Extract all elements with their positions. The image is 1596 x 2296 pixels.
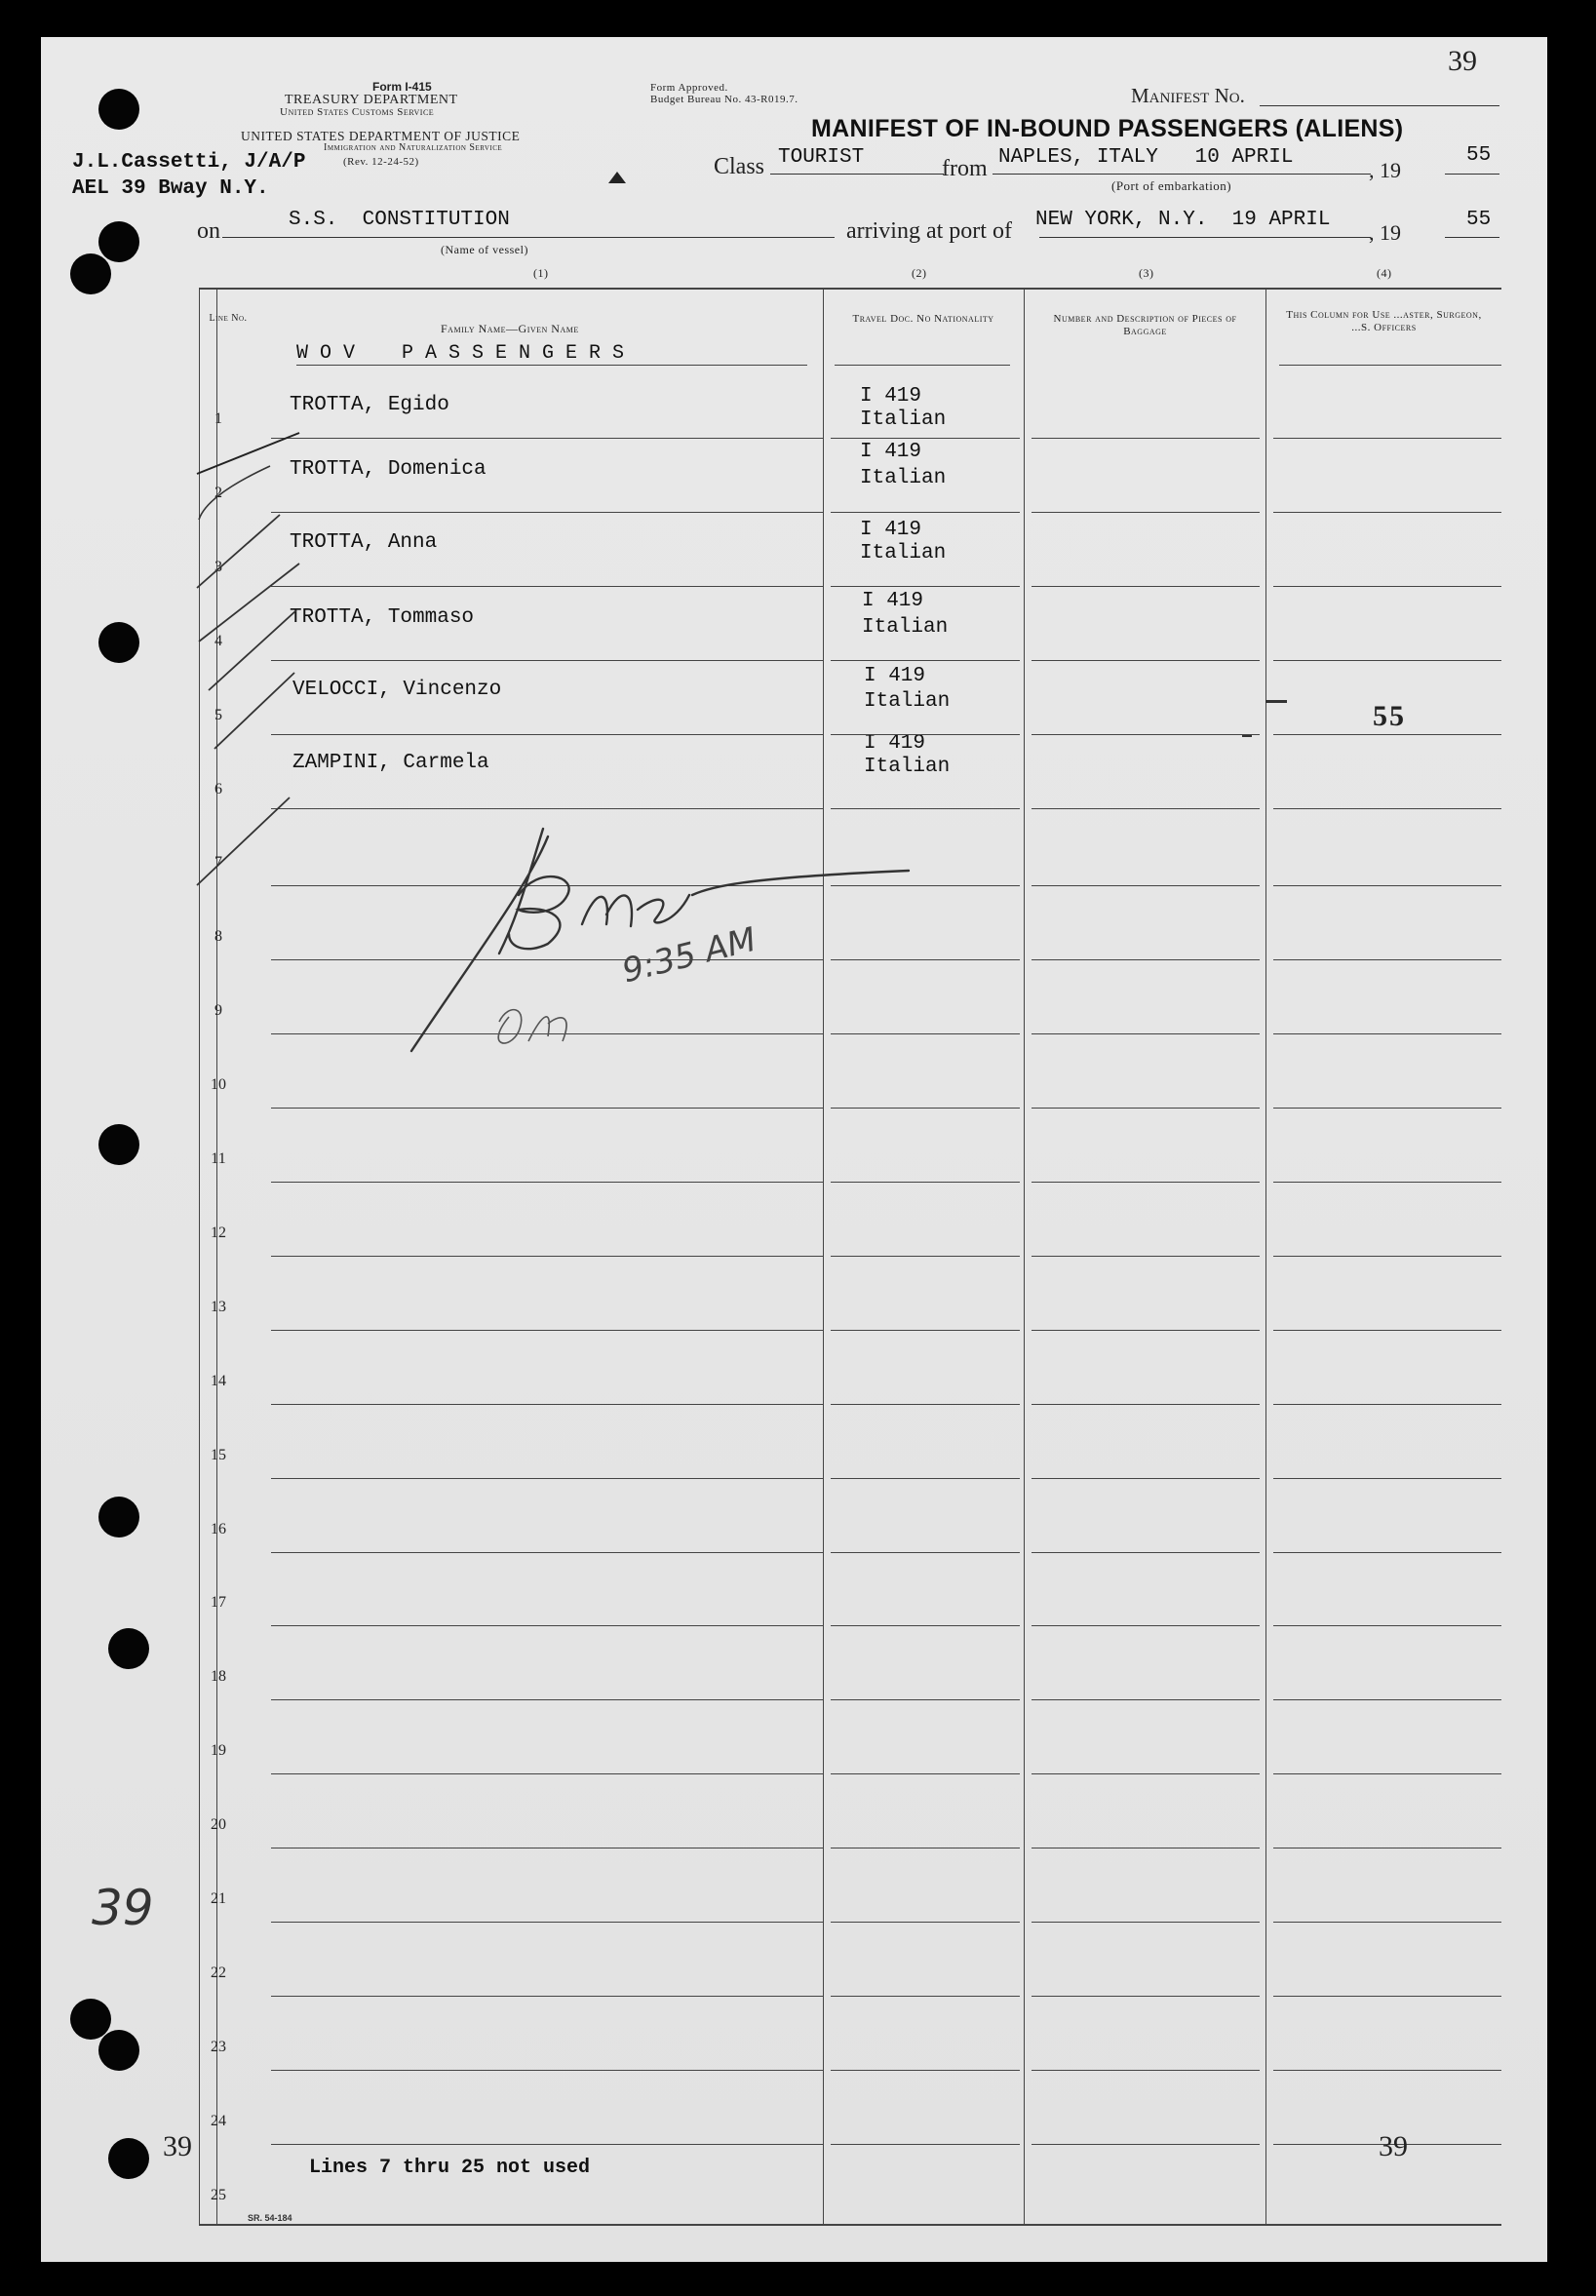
line-number: 19 — [211, 1742, 226, 1760]
line-number: 5 — [214, 706, 222, 723]
col-divider-1 — [823, 288, 824, 2224]
line-number: 22 — [211, 1964, 226, 1981]
row-rule — [1032, 660, 1260, 661]
line-number: 21 — [211, 1890, 226, 1907]
customs-service: United States Customs Service — [280, 106, 435, 118]
header-baggage: Number and Description of Pieces of Baggage — [1053, 313, 1237, 337]
bottom-left-number: 39 — [163, 2130, 192, 2162]
row-rule — [1273, 1478, 1501, 1479]
arrival-line — [1039, 237, 1371, 238]
line-number: 3 — [214, 558, 222, 575]
line-number: 20 — [211, 1816, 226, 1834]
row-rule — [1273, 1552, 1501, 1553]
line-number: 7 — [214, 854, 222, 872]
nationality: Italian — [860, 467, 947, 489]
from-label: from — [942, 156, 988, 181]
row-rule — [831, 1478, 1020, 1479]
from-value: NAPLES, ITALY 10 APRIL — [998, 146, 1294, 169]
binder-hole — [98, 2030, 139, 2071]
binder-hole — [98, 89, 139, 130]
manifest-page — [41, 37, 1547, 2262]
from-line — [993, 174, 1371, 175]
year-line-2 — [1445, 237, 1499, 238]
row-rule — [271, 1773, 823, 1774]
row-rule — [1032, 1922, 1260, 1923]
row-rule — [1032, 808, 1260, 809]
row-rule — [271, 1256, 823, 1257]
nationality: Italian — [864, 690, 951, 713]
row-rule — [831, 1699, 1020, 1700]
year-prefix-1: , 19 — [1369, 158, 1401, 182]
row-rule — [831, 1625, 1020, 1626]
group-label: W O V P A S S E N G E R S — [296, 342, 625, 365]
row-rule — [1032, 1182, 1260, 1183]
nationality: Italian — [860, 409, 947, 431]
budget-bureau: Budget Bureau No. 43-R019.7. — [650, 94, 798, 105]
header-rule-doc — [835, 365, 1010, 366]
row-rule — [831, 1330, 1020, 1331]
stamp-dash — [1265, 700, 1287, 703]
row-rule — [271, 438, 823, 439]
row-rule — [1273, 1625, 1501, 1626]
vessel-name: S.S. CONSTITUTION — [289, 209, 510, 231]
row-rule — [1273, 1108, 1501, 1109]
justice-dept: UNITED STATES DEPARTMENT OF JUSTICE — [241, 129, 521, 143]
treasury-dept: TREASURY DEPARTMENT — [285, 93, 458, 107]
line-number: 9 — [214, 1002, 222, 1020]
line-number: 2 — [214, 484, 222, 501]
passenger-name: TROTTA, Domenica — [290, 458, 487, 481]
row-rule — [271, 1404, 823, 1405]
row-rule — [271, 808, 823, 809]
row-rule — [271, 1625, 823, 1626]
row-rule — [1273, 1996, 1501, 1997]
row-rule — [1273, 512, 1501, 513]
row-rule — [831, 1773, 1020, 1774]
row-rule — [271, 586, 823, 587]
col-num-3: (3) — [1139, 266, 1154, 280]
row-rule — [1032, 586, 1260, 587]
row-rule — [1032, 1330, 1260, 1331]
margin-number: 39 — [92, 1880, 154, 1936]
row-rule — [1032, 885, 1260, 886]
manifest-no-line — [1260, 105, 1499, 106]
row-rule — [1032, 1256, 1260, 1257]
table-top-border — [199, 288, 1501, 290]
bottom-right-number: 39 — [1379, 2130, 1408, 2162]
arrival-port-date: NEW YORK, N.Y. 19 APRIL — [1035, 209, 1331, 231]
vessel-caption: (Name of vessel) — [441, 243, 528, 256]
agent-name: J.L.Cassetti, J/A/P — [72, 151, 306, 174]
passenger-name: TROTTA, Tommaso — [290, 606, 475, 629]
passenger-name: VELOCCI, Vincenzo — [292, 679, 502, 701]
row-rule — [271, 2070, 823, 2071]
header-official-use: This Column for Use ...aster, Surgeon, ...S. Officers — [1286, 309, 1482, 333]
header-rule-use — [1279, 365, 1501, 366]
row-rule — [1032, 1625, 1260, 1626]
row-rule — [271, 1108, 823, 1109]
class-value: TOURIST — [778, 146, 865, 169]
row-rule — [1273, 660, 1501, 661]
col-num-4: (4) — [1377, 266, 1392, 280]
line-number: 23 — [211, 2038, 226, 2055]
row-rule — [1273, 959, 1501, 960]
line-number: 11 — [211, 1150, 226, 1167]
manifest-title: MANIFEST OF IN-BOUND PASSENGERS (ALIENS) — [811, 115, 1404, 142]
form-approved: Form Approved. — [650, 82, 728, 94]
check-marks — [187, 398, 314, 905]
row-rule — [1032, 1404, 1260, 1405]
row-rule — [1273, 438, 1501, 439]
line-number: 12 — [211, 1224, 226, 1241]
travel-doc: I 419 — [860, 519, 922, 541]
signature-time: 9:35 AM — [618, 919, 760, 992]
row-rule — [831, 734, 1020, 735]
row-rule — [1273, 1256, 1501, 1257]
col-num-2: (2) — [912, 266, 927, 280]
port-caption: (Port of embarkation) — [1111, 178, 1232, 193]
binder-hole — [108, 2138, 149, 2179]
form-number: Form I-415 — [372, 80, 432, 94]
ins-service: Immigration and Naturalization Service — [324, 142, 503, 153]
row-rule — [831, 660, 1020, 661]
print-code: SR. 54-184 — [248, 2213, 292, 2223]
row-rule — [1273, 1699, 1501, 1700]
header-rule-name — [565, 365, 807, 366]
row-rule — [1032, 1552, 1260, 1553]
line-number: 24 — [211, 2112, 226, 2129]
binder-hole — [70, 1999, 111, 2040]
page-corner-number: 39 — [1448, 45, 1477, 77]
binder-hole — [98, 221, 139, 262]
row-rule — [1273, 1033, 1501, 1034]
header-name: Family Name—Given Name — [441, 322, 579, 335]
year-value-2: 55 — [1466, 209, 1492, 231]
row-rule — [271, 1478, 823, 1479]
row-rule — [831, 808, 1020, 809]
nationality: Italian — [862, 616, 949, 639]
row-rule — [1032, 1773, 1260, 1774]
mark-icon — [608, 172, 626, 183]
row-rule — [1032, 512, 1260, 513]
row-rule — [1273, 808, 1501, 809]
table-bottom-border — [199, 2224, 1501, 2226]
row-rule — [1032, 1108, 1260, 1109]
passenger-name: TROTTA, Anna — [290, 531, 438, 554]
row-rule — [1032, 1699, 1260, 1700]
row-rule — [831, 2144, 1020, 2145]
row-rule — [1032, 1478, 1260, 1479]
row-rule — [271, 1330, 823, 1331]
row-rule — [831, 1256, 1020, 1257]
line-number: 10 — [211, 1076, 226, 1094]
header-line-no: Line No. — [209, 313, 248, 324]
travel-doc: I 419 — [864, 732, 926, 755]
row-rule — [831, 2070, 1020, 2071]
agent-address: AEL 39 Bway N.Y. — [72, 177, 269, 200]
travel-doc: I 419 — [860, 385, 922, 408]
row-rule — [1273, 1330, 1501, 1331]
revision: (Rev. 12-24-52) — [343, 156, 419, 168]
row-rule — [1032, 1996, 1260, 1997]
year-line-1 — [1445, 174, 1499, 175]
row-rule — [1032, 1033, 1260, 1034]
binder-hole — [98, 1497, 139, 1537]
line-number: 1 — [214, 410, 222, 427]
line-number: 16 — [211, 1520, 226, 1537]
row-rule — [1273, 586, 1501, 587]
year-prefix-2: , 19 — [1369, 220, 1401, 245]
binder-hole — [98, 622, 139, 663]
row-rule — [1032, 2070, 1260, 2071]
row-rule — [271, 1699, 823, 1700]
travel-doc: I 419 — [862, 590, 924, 612]
line-number: 13 — [211, 1298, 226, 1315]
row-rule — [1273, 1773, 1501, 1774]
row-rule — [271, 2144, 823, 2145]
nationality: Italian — [860, 542, 947, 564]
line-number: 17 — [211, 1594, 226, 1612]
binder-hole — [98, 1124, 139, 1165]
row-rule — [271, 1552, 823, 1553]
passenger-name: ZAMPINI, Carmela — [292, 752, 489, 774]
row-rule — [1032, 959, 1260, 960]
line-number: 25 — [211, 2186, 226, 2203]
row-rule — [831, 1108, 1020, 1109]
travel-doc: I 419 — [864, 665, 926, 687]
on-label: on — [197, 218, 220, 244]
header-doc: Travel Doc. No Nationality — [852, 313, 994, 325]
row-rule — [831, 438, 1020, 439]
line-number: 4 — [214, 632, 222, 649]
vessel-line — [222, 237, 835, 238]
travel-doc: I 419 — [860, 441, 922, 463]
passenger-name: TROTTA, Egido — [290, 394, 449, 416]
row-rule — [1273, 1404, 1501, 1405]
row-rule — [271, 512, 823, 513]
line-number: 18 — [211, 1668, 226, 1686]
group-underline — [296, 365, 565, 366]
row-rule — [271, 660, 823, 661]
binder-hole — [108, 1628, 149, 1669]
row-rule — [831, 512, 1020, 513]
row-rule — [1032, 734, 1260, 735]
binder-hole — [70, 253, 111, 294]
row-rule — [831, 1182, 1020, 1183]
row-rule — [1273, 2070, 1501, 2071]
row-rule — [271, 734, 823, 735]
row-rule — [831, 586, 1020, 587]
row-rule — [271, 1996, 823, 1997]
row-rule — [1273, 1182, 1501, 1183]
col-divider-3 — [1265, 288, 1266, 2224]
arriving-label: arriving at port of — [846, 218, 1012, 244]
row-rule — [1273, 734, 1501, 735]
row-rule — [271, 1182, 823, 1183]
row-rule — [831, 1552, 1020, 1553]
lines-not-used-note: Lines 7 thru 25 not used — [309, 2157, 591, 2179]
row-rule — [1273, 885, 1501, 886]
row-rule — [271, 1922, 823, 1923]
class-line — [770, 174, 944, 175]
row-rule — [1273, 1922, 1501, 1923]
row-rule — [1032, 438, 1260, 439]
col-num-1: (1) — [533, 266, 549, 280]
col4-stamp: 55 — [1373, 700, 1406, 732]
row-rule — [1032, 2144, 1260, 2145]
manifest-no-label: Manifest No. — [1131, 84, 1245, 107]
line-number: 6 — [214, 780, 222, 798]
col-divider-2 — [1024, 288, 1025, 2224]
class-label: Class — [714, 154, 765, 179]
row-rule — [831, 1404, 1020, 1405]
line-number: 14 — [211, 1372, 226, 1389]
year-value-1: 55 — [1466, 144, 1492, 167]
stamp-dash — [1242, 735, 1252, 737]
nationality: Italian — [864, 756, 951, 778]
row-rule — [831, 1996, 1020, 1997]
line-number: 8 — [214, 928, 222, 946]
row-rule — [831, 1922, 1020, 1923]
line-number: 15 — [211, 1446, 226, 1463]
